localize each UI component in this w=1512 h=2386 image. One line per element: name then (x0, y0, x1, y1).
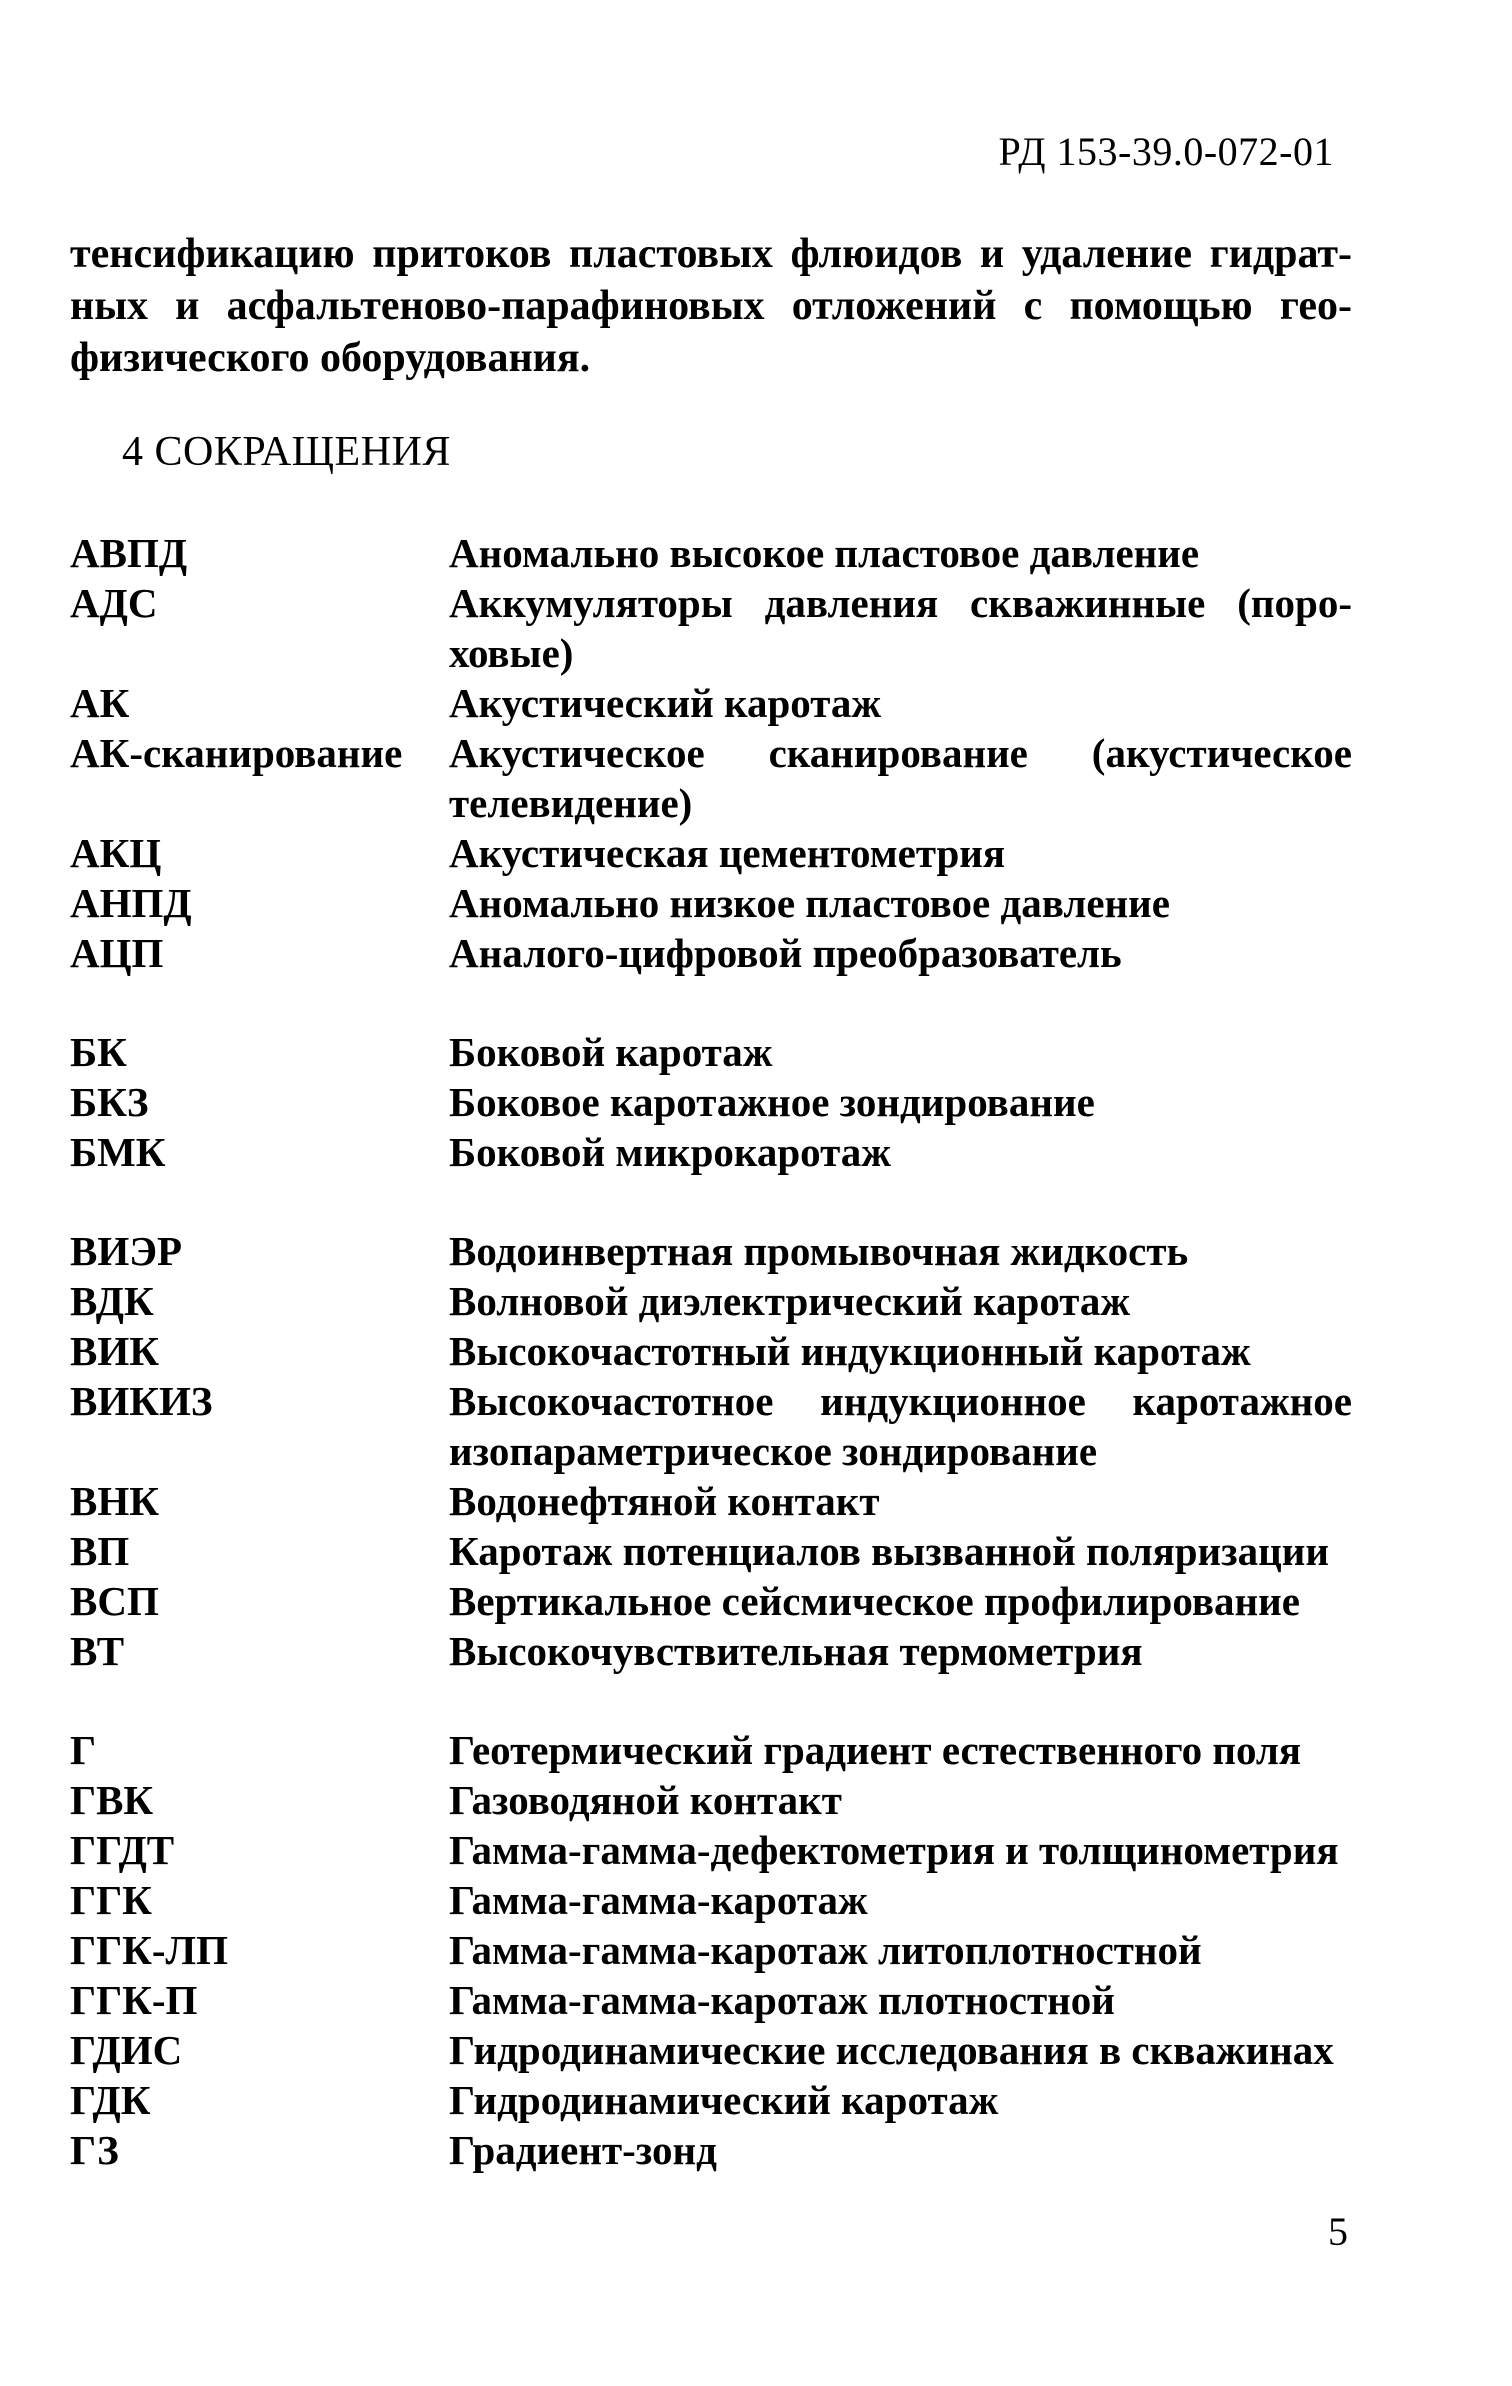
abbreviation-term: ГВК (70, 1777, 154, 1823)
definition-line: Гамма-гамма-каротаж (449, 1877, 868, 1923)
page-number: 5 (1328, 2209, 1348, 2254)
abbreviation-definition (449, 578, 1352, 678)
abbreviation-term: АК (70, 680, 130, 726)
abbreviation-entry (70, 828, 1352, 878)
abbreviation-definition (449, 1875, 1352, 1925)
definition-line: Гидродинамические исследования в скважинах (449, 2027, 1334, 2073)
definition-line: Аккумуляторы давления скважинные (поро- (449, 580, 1352, 626)
abbreviation-entry (70, 2075, 1352, 2125)
abbreviation-term: АВПД (70, 530, 188, 576)
abbreviation-definition (449, 1626, 1352, 1676)
abbreviation-term: АКЦ (70, 830, 162, 876)
abbreviation-term: АК-сканирование (70, 730, 403, 776)
definition-line: Аномально высокое пластовое давление (449, 530, 1200, 576)
abbreviation-definition (449, 1526, 1352, 1576)
definition-line: Высокочастотное индукционное каротажное (449, 1378, 1352, 1424)
definition-line: Аналого-цифровой преобразователь (449, 930, 1122, 976)
definition-line: Акустический каротаж (449, 680, 882, 726)
definition-line: Гамма-гамма-каротаж плотностной (449, 1977, 1115, 2023)
abbreviation-definition (449, 1077, 1352, 1127)
abbreviation-entry (70, 528, 1352, 578)
definition-line: ховые) (449, 630, 574, 676)
abbreviation-entry (70, 878, 1352, 928)
definition-line: Высокочувствительная термометрия (449, 1628, 1143, 1674)
abbreviation-definition (449, 2125, 1352, 2175)
abbreviation-definition (449, 1326, 1352, 1376)
abbreviation-entry (70, 1326, 1352, 1376)
definition-line: Водоинвертная промывочная жидкость (449, 1228, 1189, 1274)
abbreviation-term: ВСП (70, 1578, 159, 1624)
document-code: РД 153-39.0-072-01 (998, 129, 1334, 174)
abbreviation-definition (449, 928, 1352, 978)
abbreviation-term: ВИЭР (70, 1228, 183, 1274)
abbreviation-definition (449, 1376, 1352, 1476)
abbreviation-definition (449, 1775, 1352, 1825)
abbreviation-term: ВП (70, 1528, 130, 1574)
abbreviation-entry (70, 578, 1352, 678)
intro-line: ных и асфальтеново-парафиновых отложений с помощью гео- (70, 283, 1352, 329)
abbreviation-term: АЦП (70, 930, 164, 976)
abbreviation-term: БКЗ (70, 1079, 149, 1125)
abbreviation-definition (449, 1226, 1352, 1276)
abbreviation-entry (70, 2025, 1352, 2075)
abbreviation-term: ГДК (70, 2077, 151, 2123)
definition-line: Боковое каротажное зондирование (449, 1079, 1095, 1125)
definition-line: Боковой микрокаротаж (449, 1129, 892, 1175)
abbreviation-entry (70, 678, 1352, 728)
abbreviation-entry (70, 1825, 1352, 1875)
abbreviation-definition (449, 1725, 1352, 1775)
abbreviation-entry (70, 1975, 1352, 2025)
definition-line: Градиент-зонд (449, 2127, 717, 2173)
abbreviation-definition (449, 828, 1352, 878)
abbreviation-entry (70, 1626, 1352, 1676)
abbreviation-term: ВИК (70, 1328, 159, 1374)
abbreviation-term: ГГДТ (70, 1827, 175, 1873)
abbreviation-entry (70, 1725, 1352, 1775)
abbreviation-entry (70, 1526, 1352, 1576)
abbreviation-term: ВДК (70, 1278, 154, 1324)
abbreviation-definition (449, 1027, 1352, 1077)
abbreviation-definition (449, 1476, 1352, 1526)
abbreviation-entry (70, 1226, 1352, 1276)
abbreviation-definition (449, 1276, 1352, 1326)
abbreviation-definition (449, 1127, 1352, 1177)
abbreviation-term: ГЗ (70, 2127, 119, 2173)
abbreviation-term: АДС (70, 580, 158, 626)
abbreviation-definition (449, 2025, 1352, 2075)
abbreviation-list (70, 528, 1352, 2175)
abbreviation-entry (70, 1376, 1352, 1476)
abbreviation-term: ГГК-ЛП (70, 1927, 228, 1973)
definition-line: Вертикальное сейсмическое профилирование (449, 1578, 1300, 1624)
abbreviation-term: ВТ (70, 1628, 125, 1674)
section-title: 4 СОКРАЩЕНИЯ (122, 429, 451, 475)
abbreviation-definition (449, 1576, 1352, 1626)
definition-line: Боковой каротаж (449, 1029, 773, 1075)
abbreviation-definition (449, 1825, 1352, 1875)
abbreviation-entry (70, 1925, 1352, 1975)
intro-line: физического оборудования. (70, 335, 591, 381)
definition-line: Гамма-гамма-каротаж литоплотностной (449, 1927, 1202, 1973)
abbreviation-definition (449, 728, 1352, 828)
abbreviation-entry (70, 728, 1352, 828)
definition-line: Газоводяной контакт (449, 1777, 842, 1823)
definition-line: Водонефтяной контакт (449, 1478, 880, 1524)
definition-line: Акустическая цементометрия (449, 830, 1006, 876)
abbreviation-term: ВНК (70, 1478, 159, 1524)
abbreviation-definition (449, 2075, 1352, 2125)
abbreviation-definition (449, 678, 1352, 728)
abbreviation-term: Г (70, 1727, 97, 1773)
definition-line: изопараметрическое зондирование (449, 1428, 1098, 1474)
definition-line: Гидродинамический каротаж (449, 2077, 999, 2123)
abbreviation-entry (70, 1875, 1352, 1925)
abbreviation-entry (70, 1576, 1352, 1626)
definition-line: Гамма-гамма-дефектометрия и толщинометрия (449, 1827, 1339, 1873)
abbreviation-entry (70, 2125, 1352, 2175)
intro-line: тенсификацию притоков пластовых флюидов и удаление гидрат- (70, 231, 1352, 277)
abbreviation-term: ГГК-П (70, 1977, 198, 2023)
abbreviation-definition (449, 878, 1352, 928)
abbreviation-term: АНПД (70, 880, 192, 926)
abbreviation-definition (449, 528, 1352, 578)
abbreviation-term: БМК (70, 1129, 166, 1175)
definition-line: Акустическое сканирование (акустическое (449, 730, 1352, 776)
definition-line: Каротаж потенциалов вызванной поляризации (449, 1528, 1330, 1574)
definition-line: Высокочастотный индукционный каротаж (449, 1328, 1251, 1374)
definition-line: Геотермический градиент естественного поля (449, 1727, 1302, 1773)
abbreviation-entry (70, 1775, 1352, 1825)
abbreviation-term: ВИКИЗ (70, 1378, 213, 1424)
definition-line: Волновой диэлектрический каротаж (449, 1278, 1131, 1324)
abbreviation-entry (70, 928, 1352, 978)
abbreviation-term: ГДИС (70, 2027, 183, 2073)
abbreviation-definition (449, 1975, 1352, 2025)
abbreviation-entry (70, 1027, 1352, 1077)
abbreviation-entry (70, 1476, 1352, 1526)
abbreviation-term: ГГК (70, 1877, 152, 1923)
abbreviation-entry (70, 1276, 1352, 1326)
definition-line: телевидение) (449, 780, 693, 826)
abbreviation-term: БК (70, 1029, 127, 1075)
abbreviation-entry (70, 1077, 1352, 1127)
intro-paragraph (70, 228, 1352, 384)
definition-line: Аномально низкое пластовое давление (449, 880, 1170, 926)
abbreviation-entry (70, 1127, 1352, 1177)
abbreviation-definition (449, 1925, 1352, 1975)
